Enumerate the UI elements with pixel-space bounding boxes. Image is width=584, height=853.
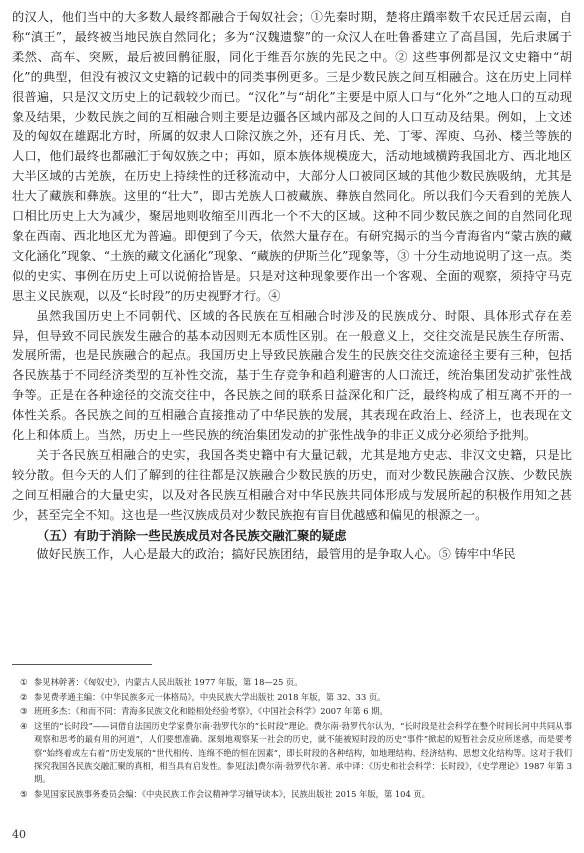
footnote-divider xyxy=(12,664,152,665)
footnote-mark: ④ xyxy=(20,721,28,732)
footnote xyxy=(12,676,572,689)
paragraph-3: 关于各民族互相融合的史实，我国各类史籍中有大量记载，尤其是地方史志、非汉文史籍，只是比较分散。但今天的人们了解到的往往都是汉族融合少数民族的历史，而对少数民族融合汉族、少数民族之间互相融合的大量史实，以及对各民族互相融合对中华民族共同体形成与发展所起的积极作用知之甚少，甚至完全不知。这也是一些汉族成员对少数民族抱有盲目优越感和偏见的根源之一。 xyxy=(12,447,572,522)
footnote-text: 这里的“长时段”——词借自法国历史学家费尔南·勃罗代尔的“长时段”理论。费尔南·勃罗代尔认为，“长时段是社会科学在整个时间长河中共同从事观察和思考的最有用的河道”，人们要想准确、深刻地观察某一社会的历史，就不能被短时段的历史“事件”掀起的短暂社会反应所迷惑，而是要考察“始终着或左右着”历史发展的“世代相传、连绵不绝的恒在因素”，即长时段的各种结构，如地理结构、经济结构、思想文化结构等。这对于我们探究我国各民族交融汇聚的真相，相当具有启发性。参见[法]费尔南·勃罗代尔著、承中译：《历史和社会科学：长时段》，《史学理论》1987 年第 3 期。 xyxy=(34,721,572,784)
paragraph-2: 虽然我国历史上不同朝代、区域的各民族在互相融合时涉及的民族成分、时限、具体形式存在差异，但导致不同民族发生融合的基本动因则无本质性区别。在一般意义上，交往交流是民族生存所需、发展所需，也是民族融合的起点。我国历史上导致民族融合发生的民族交往交流途径主要有三种，包括各民族基于不同经济类型的互补性交流，基于生存竞争和趋利避害的人口流迁，统治集团发动扩张性战争等。正是在各种途径的交流交往中，各民族之间的联系日益深化和广泛，最终构成了相互离不开的一体性关系。各民族之间的互相融合直接推动了中华民族的发展，其表现在政治上、经济上，也表现在文化上和体质上。当然，历史上一些民族的统治集团发动的扩张性战争的非正义成分必须给予批判。 xyxy=(12,308,572,443)
footnote-text: 参见林幹著：《匈奴史》，内蒙古人民出版社 1977 年版，第 18—25 页。 xyxy=(34,677,303,687)
footnote-text: 班班多杰：《和而不同：青海多民族文化和睦相处经验考察》，《中国社会科学》2007 年第 6 期。 xyxy=(34,706,388,717)
footnote-mark: ① xyxy=(20,677,28,687)
body-text xyxy=(12,8,572,565)
footnotes xyxy=(12,676,572,802)
footnote-text: 参见费孝通主编：《中华民族多元一体格局》，中央民族大学出版社 2018 年版，第 32、33 页。 xyxy=(34,691,386,702)
footnote xyxy=(12,705,572,718)
footnote xyxy=(12,691,572,704)
page-number: 40 xyxy=(12,828,26,841)
footnote xyxy=(12,788,572,801)
footnote-mark: ③ xyxy=(20,706,28,717)
footnote-mark: ② xyxy=(20,691,28,702)
paragraph-1: 的汉人，他们当中的大多数人最终都融合于匈奴社会；①先秦时期，楚将庄蹻率数千农民迁居云南，自称“滇王”，最终被当地民族自然同化；多为“汉魏遗黎”的一众汉人在吐鲁番建立了高昌国，先后隶属于柔然、高车、突厥，最后被回鹘征服，同化于维吾尔族的先民之中。② 这些事例都是汉文史籍中“胡化”的典型，但没有被汉文史籍的记载中的同类事例更多。三是少数民族之间互相融合。这在历史上同样很普遍，只是汉文历史上的记载较少而已。“汉化”与“胡化”主要是中原人口与“化外”之地人口的互动现象及结果，少数民族之间的互相融合则主要是边疆各区域内部及之间的人口互动及结果。例如，上文述及的匈奴在雄踞北方时，所属的奴隶人口除汉族之外，还有月氏、羌、丁零、浑庾、乌孙、楼兰等族的人口，他们最终也都融汇于匈奴族之中；再如，原本族体规模庞大，活动地域横跨我国北方、西北地区大半区域的古羌族，在历史上持续性的迁移流动中，大部分人口被同区域的其他少数民族吸纳，尤其是壮大了藏族和彝族。这里的“壮大”，即古羌族人口被藏族、彝族自然同化。所以我们今天看到的羌族人口相比历史上大为减少，聚居地则收缩至川西北一个不大的区域。这种不同少数民族之间的自然同化现象在西南、西北地区尤为普遍。即便到了今天，依然大量存在。有研究揭示的当今青海省内“蒙古族的藏文化涵化”现象、“土族的藏文化涵化”现象、“藏族的伊斯兰化”现象等，③ 十分生动地说明了这一点。类似的史实、事例在历史上可以说俯拾皆是。只是对这种现象要作出一个客观、全面的观察，须持守马克思主义民族观，以及“长时段”的历史视野才行。④ xyxy=(12,10,572,303)
footnote-mark: ⑤ xyxy=(20,788,28,799)
footnote xyxy=(12,720,572,786)
section-heading: （五）有助于消除一些民族成员对各民族交融汇聚的疑虑 xyxy=(36,527,347,543)
footnote-text: 参见国家民族事务委员会编：《中央民族工作会议精神学习辅导读本》，民族出版社 2015 年版，第 104 页。 xyxy=(34,788,430,799)
paragraph-4: 做好民族工作，人心是最大的政治；搞好民族团结，最管用的是争取人心。⑤ 铸牢中华民 xyxy=(36,547,516,562)
